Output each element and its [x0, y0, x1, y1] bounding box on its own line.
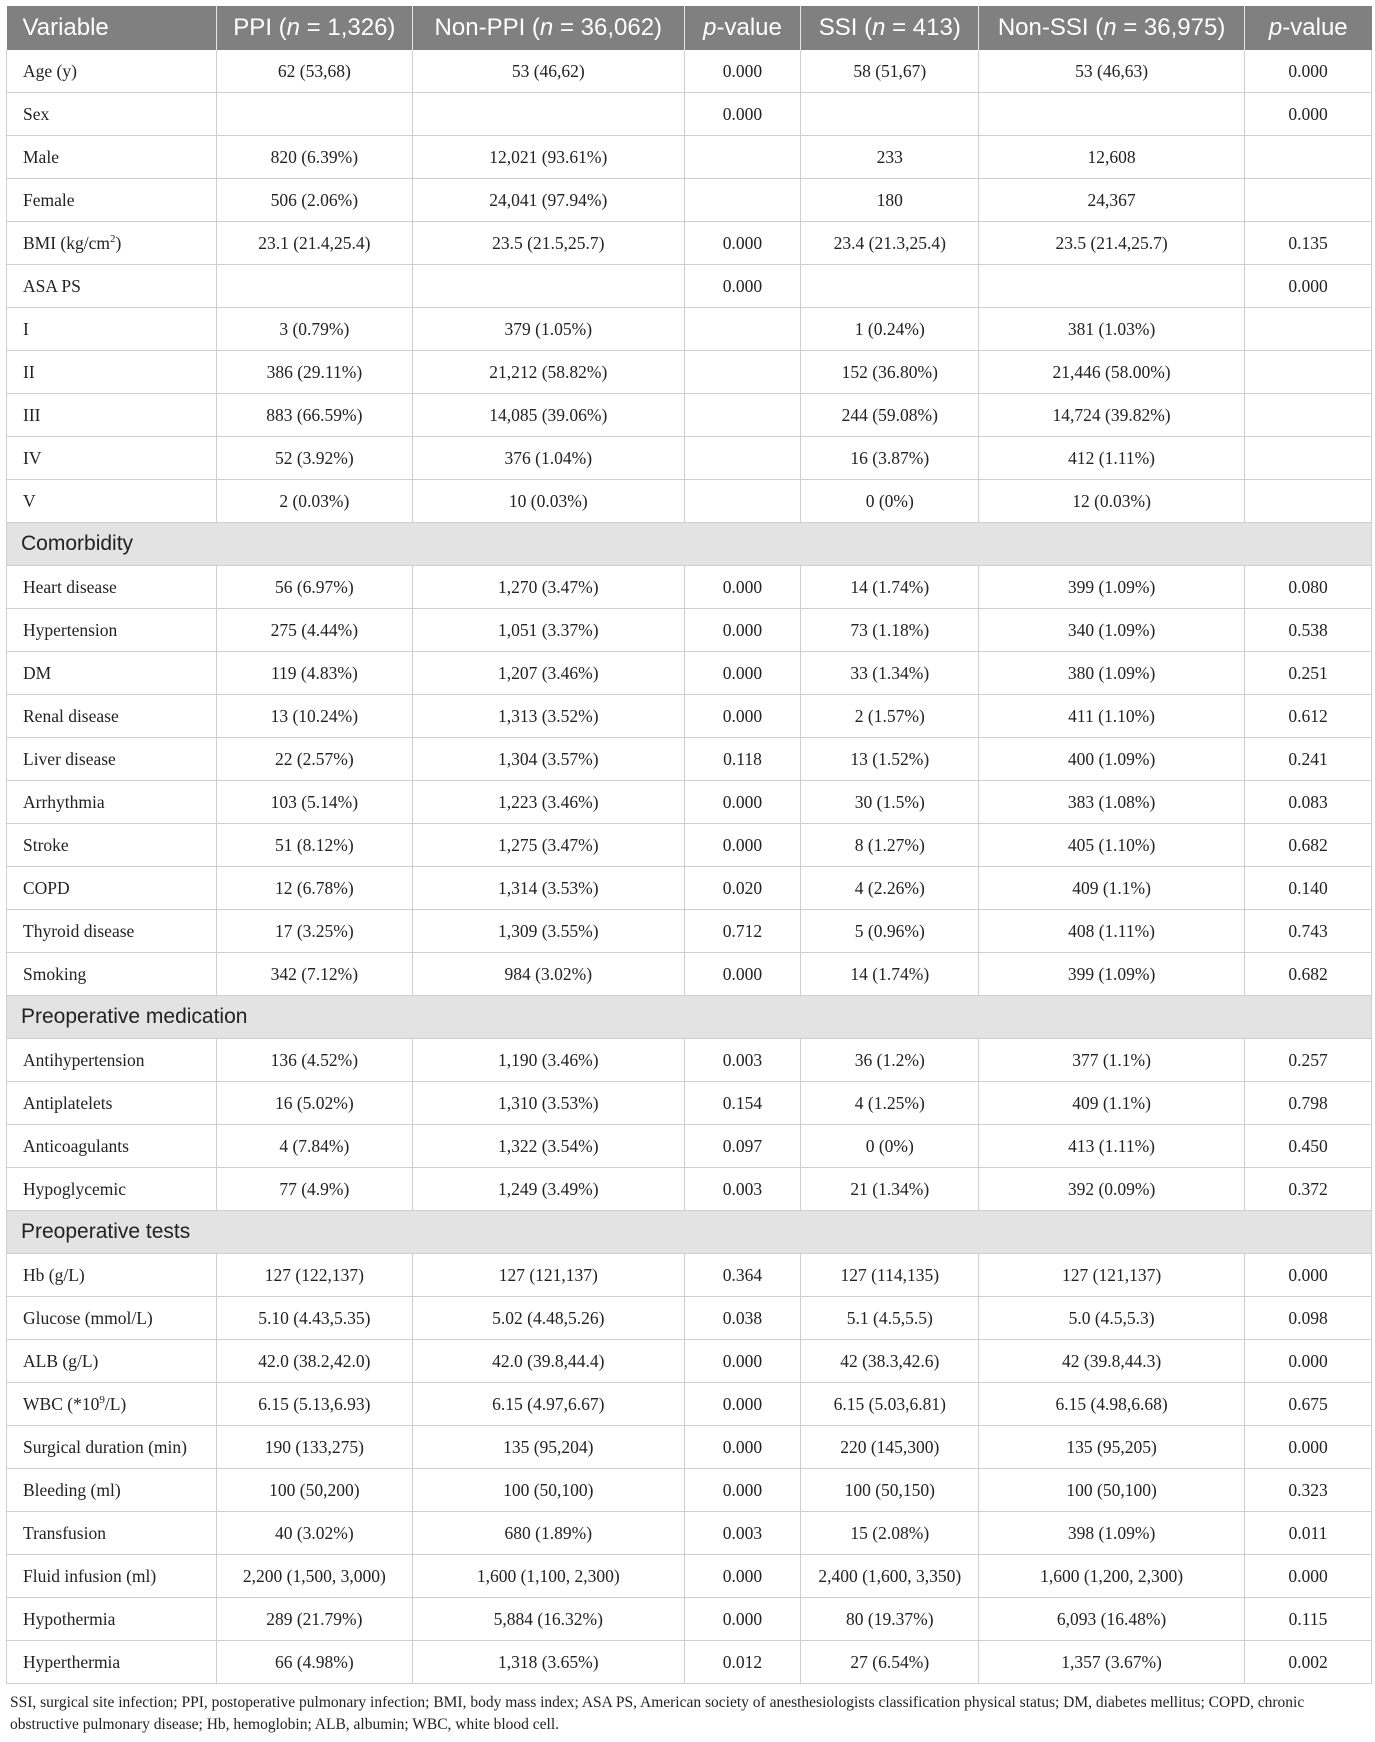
ppi-cell: 22 (2.57%)	[216, 738, 412, 781]
table-row	[7, 1555, 1372, 1598]
non-ppi-cell: 1,309 (3.55%)	[413, 910, 684, 953]
p-value-ppi-cell	[684, 308, 801, 351]
table-row	[7, 1082, 1372, 1125]
p-value-ppi-cell: 0.003	[684, 1168, 801, 1211]
p-value-ppi-cell: 0.097	[684, 1125, 801, 1168]
ppi-cell: 4 (7.84%)	[216, 1125, 412, 1168]
p-value-ssi-cell: 0.135	[1245, 222, 1372, 265]
p-value-ssi-cell: 0.000	[1245, 1555, 1372, 1598]
non-ssi-cell: 400 (1.09%)	[979, 738, 1245, 781]
p-value-ssi-cell: 0.450	[1245, 1125, 1372, 1168]
ppi-cell: 12 (6.78%)	[216, 867, 412, 910]
p-value-ssi-cell: 0.140	[1245, 867, 1372, 910]
ppi-cell: 883 (66.59%)	[216, 394, 412, 437]
ssi-cell: 0 (0%)	[801, 1125, 979, 1168]
p-value-ppi-cell: 0.003	[684, 1512, 801, 1555]
table-row	[7, 1426, 1372, 1469]
variable-cell: Hypothermia	[7, 1598, 217, 1641]
non-ppi-cell: 6.15 (4.97,6.67)	[413, 1383, 684, 1426]
ppi-cell: 190 (133,275)	[216, 1426, 412, 1469]
p-value-ppi-cell: 0.000	[684, 953, 801, 996]
non-ssi-cell: 412 (1.11%)	[979, 437, 1245, 480]
variable-cell: Male	[7, 136, 217, 179]
non-ppi-cell: 42.0 (39.8,44.4)	[413, 1340, 684, 1383]
p-value-ssi-cell	[1245, 394, 1372, 437]
non-ssi-cell: 5.0 (4.5,5.3)	[979, 1297, 1245, 1340]
p-value-ppi-cell: 0.000	[684, 824, 801, 867]
p-value-ppi-cell: 0.000	[684, 1340, 801, 1383]
ssi-cell: 58 (51,67)	[801, 50, 979, 93]
non-ppi-cell: 1,051 (3.37%)	[413, 609, 684, 652]
variable-cell: Heart disease	[7, 566, 217, 609]
non-ssi-cell	[979, 93, 1245, 136]
non-ssi-cell: 1,357 (3.67%)	[979, 1641, 1245, 1684]
non-ppi-cell: 1,600 (1,100, 2,300)	[413, 1555, 684, 1598]
non-ssi-cell: 6.15 (4.98,6.68)	[979, 1383, 1245, 1426]
table-row	[7, 910, 1372, 953]
non-ppi-cell: 1,249 (3.49%)	[413, 1168, 684, 1211]
ppi-cell: 127 (122,137)	[216, 1254, 412, 1297]
non-ppi-cell: 1,207 (3.46%)	[413, 652, 684, 695]
variable-cell: Renal disease	[7, 695, 217, 738]
non-ppi-cell: 5,884 (16.32%)	[413, 1598, 684, 1641]
table-row	[7, 1512, 1372, 1555]
header-p-value-ssi: p-value	[1245, 6, 1372, 50]
ppi-cell: 66 (4.98%)	[216, 1641, 412, 1684]
ssi-cell: 4 (1.25%)	[801, 1082, 979, 1125]
non-ssi-cell: 12 (0.03%)	[979, 480, 1245, 523]
non-ssi-cell: 398 (1.09%)	[979, 1512, 1245, 1555]
table-row	[7, 1340, 1372, 1383]
variable-cell: II	[7, 351, 217, 394]
p-value-ssi-cell	[1245, 437, 1372, 480]
variable-cell: Glucose (mmol/L)	[7, 1297, 217, 1340]
variable-cell: Arrhythmia	[7, 781, 217, 824]
non-ssi-cell: 399 (1.09%)	[979, 566, 1245, 609]
variable-cell: Anticoagulants	[7, 1125, 217, 1168]
table-row	[7, 308, 1372, 351]
ppi-cell: 2 (0.03%)	[216, 480, 412, 523]
ppi-cell: 40 (3.02%)	[216, 1512, 412, 1555]
ppi-cell: 56 (6.97%)	[216, 566, 412, 609]
ssi-cell: 2 (1.57%)	[801, 695, 979, 738]
ssi-cell: 233	[801, 136, 979, 179]
p-value-ssi-cell: 0.000	[1245, 1340, 1372, 1383]
variable-cell: Hb (g/L)	[7, 1254, 217, 1297]
ssi-cell: 8 (1.27%)	[801, 824, 979, 867]
p-value-ppi-cell: 0.003	[684, 1039, 801, 1082]
table-row	[7, 953, 1372, 996]
non-ppi-cell: 12,021 (93.61%)	[413, 136, 684, 179]
table-row	[7, 695, 1372, 738]
table-row	[7, 1598, 1372, 1641]
p-value-ppi-cell: 0.000	[684, 1469, 801, 1512]
table-row	[7, 1254, 1372, 1297]
ssi-cell: 73 (1.18%)	[801, 609, 979, 652]
variable-cell: Transfusion	[7, 1512, 217, 1555]
p-value-ssi-cell: 0.538	[1245, 609, 1372, 652]
section-title: Preoperative tests	[7, 1211, 1372, 1254]
p-value-ppi-cell: 0.000	[684, 695, 801, 738]
p-value-ssi-cell: 0.257	[1245, 1039, 1372, 1082]
p-value-ppi-cell: 0.000	[684, 1383, 801, 1426]
table-footnote: SSI, surgical site infection; PPI, postoperative pulmonary infection; BMI, body mass index; ASA PS, American society of anesthesiologists classification physical status; DM, diabetes mellitus; COPD, chronic obstructive pulmonary disease; Hb, hemoglobin; ALB, albumin; WBC, white blood cell.	[10, 1694, 1305, 1733]
non-ssi-cell: 21,446 (58.00%)	[979, 351, 1245, 394]
non-ssi-cell: 1,600 (1,200, 2,300)	[979, 1555, 1245, 1598]
variable-cell: Antiplatelets	[7, 1082, 217, 1125]
non-ppi-cell: 984 (3.02%)	[413, 953, 684, 996]
ppi-cell: 6.15 (5.13,6.93)	[216, 1383, 412, 1426]
ssi-cell: 4 (2.26%)	[801, 867, 979, 910]
non-ppi-cell: 10 (0.03%)	[413, 480, 684, 523]
p-value-ppi-cell: 0.364	[684, 1254, 801, 1297]
non-ssi-cell: 340 (1.09%)	[979, 609, 1245, 652]
table-row	[7, 1168, 1372, 1211]
p-value-ssi-cell: 0.000	[1245, 1254, 1372, 1297]
ppi-cell: 16 (5.02%)	[216, 1082, 412, 1125]
table-row	[7, 437, 1372, 480]
table-row	[7, 1383, 1372, 1426]
p-value-ssi-cell: 0.682	[1245, 953, 1372, 996]
non-ppi-cell: 21,212 (58.82%)	[413, 351, 684, 394]
ssi-cell: 33 (1.34%)	[801, 652, 979, 695]
variable-cell: ALB (g/L)	[7, 1340, 217, 1383]
table-row	[7, 1125, 1372, 1168]
ppi-cell: 2,200 (1,500, 3,000)	[216, 1555, 412, 1598]
non-ppi-cell: 1,318 (3.65%)	[413, 1641, 684, 1684]
header-non-ppi: Non-PPI (n = 36,062)	[413, 6, 684, 50]
non-ssi-cell: 135 (95,205)	[979, 1426, 1245, 1469]
variable-cell: Fluid infusion (ml)	[7, 1555, 217, 1598]
non-ppi-cell: 5.02 (4.48,5.26)	[413, 1297, 684, 1340]
variable-cell: IV	[7, 437, 217, 480]
non-ppi-cell: 135 (95,204)	[413, 1426, 684, 1469]
p-value-ppi-cell: 0.000	[684, 1426, 801, 1469]
p-value-ssi-cell: 0.080	[1245, 566, 1372, 609]
p-value-ppi-cell: 0.000	[684, 781, 801, 824]
non-ssi-cell: 12,608	[979, 136, 1245, 179]
variable-cell: Stroke	[7, 824, 217, 867]
non-ppi-cell: 1,223 (3.46%)	[413, 781, 684, 824]
non-ssi-cell	[979, 265, 1245, 308]
variable-cell: Liver disease	[7, 738, 217, 781]
ssi-cell: 1 (0.24%)	[801, 308, 979, 351]
table-row	[7, 136, 1372, 179]
p-value-ppi-cell	[684, 480, 801, 523]
table-row	[7, 738, 1372, 781]
ppi-cell: 119 (4.83%)	[216, 652, 412, 695]
variable-cell: Bleeding (ml)	[7, 1469, 217, 1512]
non-ssi-cell: 405 (1.10%)	[979, 824, 1245, 867]
non-ppi-cell: 127 (121,137)	[413, 1254, 684, 1297]
non-ssi-cell: 409 (1.1%)	[979, 1082, 1245, 1125]
non-ppi-cell: 1,304 (3.57%)	[413, 738, 684, 781]
p-value-ssi-cell: 0.682	[1245, 824, 1372, 867]
p-value-ssi-cell: 0.083	[1245, 781, 1372, 824]
ppi-cell: 386 (29.11%)	[216, 351, 412, 394]
variable-cell: DM	[7, 652, 217, 695]
table-row	[7, 265, 1372, 308]
table-body	[7, 50, 1372, 1684]
p-value-ppi-cell: 0.020	[684, 867, 801, 910]
non-ssi-cell: 399 (1.09%)	[979, 953, 1245, 996]
non-ppi-cell: 1,310 (3.53%)	[413, 1082, 684, 1125]
p-value-ssi-cell: 0.323	[1245, 1469, 1372, 1512]
p-value-ppi-cell: 0.000	[684, 1598, 801, 1641]
p-value-ssi-cell: 0.000	[1245, 265, 1372, 308]
ssi-cell: 244 (59.08%)	[801, 394, 979, 437]
non-ssi-cell: 413 (1.11%)	[979, 1125, 1245, 1168]
ssi-cell: 2,400 (1,600, 3,350)	[801, 1555, 979, 1598]
p-value-ssi-cell	[1245, 480, 1372, 523]
table-row	[7, 566, 1372, 609]
non-ssi-cell: 23.5 (21.4,25.7)	[979, 222, 1245, 265]
p-value-ssi-cell	[1245, 308, 1372, 351]
non-ssi-cell: 377 (1.1%)	[979, 1039, 1245, 1082]
p-value-ssi-cell	[1245, 179, 1372, 222]
p-value-ssi-cell: 0.251	[1245, 652, 1372, 695]
ssi-cell: 16 (3.87%)	[801, 437, 979, 480]
p-value-ssi-cell	[1245, 351, 1372, 394]
ssi-cell: 6.15 (5.03,6.81)	[801, 1383, 979, 1426]
non-ssi-cell: 53 (46,63)	[979, 50, 1245, 93]
section-title: Preoperative medication	[7, 996, 1372, 1039]
variable-cell: Smoking	[7, 953, 217, 996]
p-value-ssi-cell: 0.372	[1245, 1168, 1372, 1211]
header-ppi: PPI (n = 1,326)	[216, 6, 412, 50]
section-header-row	[7, 1211, 1372, 1254]
p-value-ppi-cell: 0.000	[684, 50, 801, 93]
variable-cell: Hypertension	[7, 609, 217, 652]
variable-cell: Thyroid disease	[7, 910, 217, 953]
variable-cell: Sex	[7, 93, 217, 136]
ssi-cell: 42 (38.3,42.6)	[801, 1340, 979, 1383]
p-value-ssi-cell: 0.000	[1245, 93, 1372, 136]
non-ssi-cell: 6,093 (16.48%)	[979, 1598, 1245, 1641]
p-value-ssi-cell: 0.000	[1245, 50, 1372, 93]
ssi-cell	[801, 93, 979, 136]
p-value-ppi-cell: 0.000	[684, 265, 801, 308]
p-value-ppi-cell	[684, 437, 801, 480]
non-ssi-cell: 100 (50,100)	[979, 1469, 1245, 1512]
variable-cell: Surgical duration (min)	[7, 1426, 217, 1469]
table-row	[7, 781, 1372, 824]
non-ppi-cell	[413, 93, 684, 136]
ssi-cell: 5 (0.96%)	[801, 910, 979, 953]
variable-cell: III	[7, 394, 217, 437]
p-value-ssi-cell: 0.115	[1245, 1598, 1372, 1641]
ppi-cell: 275 (4.44%)	[216, 609, 412, 652]
ssi-cell: 220 (145,300)	[801, 1426, 979, 1469]
non-ppi-cell: 1,322 (3.54%)	[413, 1125, 684, 1168]
header-variable: Variable	[7, 6, 217, 50]
non-ssi-cell: 409 (1.1%)	[979, 867, 1245, 910]
non-ppi-cell: 379 (1.05%)	[413, 308, 684, 351]
non-ppi-cell	[413, 265, 684, 308]
ppi-cell: 103 (5.14%)	[216, 781, 412, 824]
ssi-cell	[801, 265, 979, 308]
ppi-cell: 52 (3.92%)	[216, 437, 412, 480]
section-title: Comorbidity	[7, 523, 1372, 566]
p-value-ssi-cell: 0.675	[1245, 1383, 1372, 1426]
non-ssi-cell: 14,724 (39.82%)	[979, 394, 1245, 437]
ppi-cell: 23.1 (21.4,25.4)	[216, 222, 412, 265]
p-value-ssi-cell: 0.612	[1245, 695, 1372, 738]
variable-cell: Female	[7, 179, 217, 222]
ppi-cell: 42.0 (38.2,42.0)	[216, 1340, 412, 1383]
ppi-cell: 342 (7.12%)	[216, 953, 412, 996]
variable-cell: Hyperthermia	[7, 1641, 217, 1684]
p-value-ssi-cell: 0.098	[1245, 1297, 1372, 1340]
table-row	[7, 480, 1372, 523]
p-value-ssi-cell: 0.002	[1245, 1641, 1372, 1684]
ppi-cell: 62 (53,68)	[216, 50, 412, 93]
non-ppi-cell: 1,313 (3.52%)	[413, 695, 684, 738]
table-row	[7, 351, 1372, 394]
section-header-row	[7, 996, 1372, 1039]
ppi-cell: 17 (3.25%)	[216, 910, 412, 953]
ssi-cell: 36 (1.2%)	[801, 1039, 979, 1082]
table-row	[7, 93, 1372, 136]
p-value-ppi-cell: 0.000	[684, 222, 801, 265]
header-row	[7, 6, 1372, 50]
table-row	[7, 1469, 1372, 1512]
non-ssi-cell: 24,367	[979, 179, 1245, 222]
table-row	[7, 652, 1372, 695]
ssi-cell: 100 (50,150)	[801, 1469, 979, 1512]
table-row	[7, 179, 1372, 222]
ssi-cell: 5.1 (4.5,5.5)	[801, 1297, 979, 1340]
non-ssi-cell: 411 (1.10%)	[979, 695, 1245, 738]
ssi-cell: 21 (1.34%)	[801, 1168, 979, 1211]
ppi-cell: 3 (0.79%)	[216, 308, 412, 351]
p-value-ssi-cell: 0.241	[1245, 738, 1372, 781]
p-value-ppi-cell: 0.012	[684, 1641, 801, 1684]
variable-cell: BMI $(kg/cm^2)$	[7, 222, 217, 265]
non-ssi-cell: 392 (0.09%)	[979, 1168, 1245, 1211]
p-value-ppi-cell: 0.038	[684, 1297, 801, 1340]
ppi-cell: 77 (4.9%)	[216, 1168, 412, 1211]
p-value-ppi-cell: 0.000	[684, 93, 801, 136]
header-p-value-ppi: p-value	[684, 6, 801, 50]
table-row	[7, 609, 1372, 652]
p-value-ppi-cell	[684, 394, 801, 437]
non-ppi-cell: 24,041 (97.94%)	[413, 179, 684, 222]
p-value-ppi-cell: 0.000	[684, 609, 801, 652]
ssi-cell: 30 (1.5%)	[801, 781, 979, 824]
ppi-cell	[216, 93, 412, 136]
p-value-ssi-cell	[1245, 136, 1372, 179]
ppi-cell: 51 (8.12%)	[216, 824, 412, 867]
ssi-cell: 14 (1.74%)	[801, 566, 979, 609]
non-ppi-cell: 680 (1.89%)	[413, 1512, 684, 1555]
non-ppi-cell: 23.5 (21.5,25.7)	[413, 222, 684, 265]
table-row	[7, 50, 1372, 93]
ssi-cell: 23.4 (21.3,25.4)	[801, 222, 979, 265]
non-ssi-cell: 380 (1.09%)	[979, 652, 1245, 695]
variable-cell: Antihypertension	[7, 1039, 217, 1082]
table-row	[7, 1297, 1372, 1340]
variable-cell: V	[7, 480, 217, 523]
table-row	[7, 1641, 1372, 1684]
table-row	[7, 1039, 1372, 1082]
table-row	[7, 222, 1372, 265]
non-ssi-cell: 383 (1.08%)	[979, 781, 1245, 824]
non-ssi-cell: 408 (1.11%)	[979, 910, 1245, 953]
non-ppi-cell: 376 (1.04%)	[413, 437, 684, 480]
table-row	[7, 394, 1372, 437]
ssi-cell: 15 (2.08%)	[801, 1512, 979, 1555]
non-ssi-cell: 127 (121,137)	[979, 1254, 1245, 1297]
p-value-ssi-cell: 0.011	[1245, 1512, 1372, 1555]
section-header-row	[7, 523, 1372, 566]
p-value-ppi-cell: 0.000	[684, 1555, 801, 1598]
ssi-cell: 27 (6.54%)	[801, 1641, 979, 1684]
p-value-ppi-cell: 0.000	[684, 652, 801, 695]
p-value-ssi-cell: 0.000	[1245, 1426, 1372, 1469]
ssi-cell: 80 (19.37%)	[801, 1598, 979, 1641]
p-value-ppi-cell: 0.154	[684, 1082, 801, 1125]
non-ssi-cell: 42 (39.8,44.3)	[979, 1340, 1245, 1383]
variable-cell: ASA PS	[7, 265, 217, 308]
p-value-ppi-cell	[684, 351, 801, 394]
p-value-ppi-cell	[684, 136, 801, 179]
ssi-cell: 180	[801, 179, 979, 222]
non-ppi-cell: 14,085 (39.06%)	[413, 394, 684, 437]
ppi-cell: 820 (6.39%)	[216, 136, 412, 179]
ppi-cell: 100 (50,200)	[216, 1469, 412, 1512]
variable-cell: WBC $(*10^9/L)$	[7, 1383, 217, 1426]
ppi-cell: 13 (10.24%)	[216, 695, 412, 738]
ssi-cell: 127 (114,135)	[801, 1254, 979, 1297]
non-ppi-cell: 53 (46,62)	[413, 50, 684, 93]
ppi-cell: 136 (4.52%)	[216, 1039, 412, 1082]
ppi-cell: 506 (2.06%)	[216, 179, 412, 222]
table-row	[7, 824, 1372, 867]
non-ppi-cell: 100 (50,100)	[413, 1469, 684, 1512]
table-container	[6, 6, 1372, 1736]
header-non-ssi: Non-SSI (n = 36,975)	[979, 6, 1245, 50]
data-table	[6, 6, 1372, 1684]
non-ppi-cell: 1,314 (3.53%)	[413, 867, 684, 910]
p-value-ppi-cell: 0.118	[684, 738, 801, 781]
ppi-cell: 289 (21.79%)	[216, 1598, 412, 1641]
ssi-cell: 152 (36.80%)	[801, 351, 979, 394]
p-value-ppi-cell: 0.000	[684, 566, 801, 609]
non-ppi-cell: 1,190 (3.46%)	[413, 1039, 684, 1082]
ssi-cell: 13 (1.52%)	[801, 738, 979, 781]
variable-cell: Age (y)	[7, 50, 217, 93]
p-value-ssi-cell: 0.798	[1245, 1082, 1372, 1125]
variable-cell: I	[7, 308, 217, 351]
ssi-cell: 0 (0%)	[801, 480, 979, 523]
non-ssi-cell: 381 (1.03%)	[979, 308, 1245, 351]
variable-cell: COPD	[7, 867, 217, 910]
table-row	[7, 867, 1372, 910]
p-value-ppi-cell: 0.712	[684, 910, 801, 953]
non-ppi-cell: 1,275 (3.47%)	[413, 824, 684, 867]
ssi-cell: 14 (1.74%)	[801, 953, 979, 996]
p-value-ssi-cell: 0.743	[1245, 910, 1372, 953]
p-value-ppi-cell	[684, 179, 801, 222]
header-ssi: SSI (n = 413)	[801, 6, 979, 50]
ppi-cell	[216, 265, 412, 308]
ppi-cell: 5.10 (4.43,5.35)	[216, 1297, 412, 1340]
non-ppi-cell: 1,270 (3.47%)	[413, 566, 684, 609]
variable-cell: Hypoglycemic	[7, 1168, 217, 1211]
